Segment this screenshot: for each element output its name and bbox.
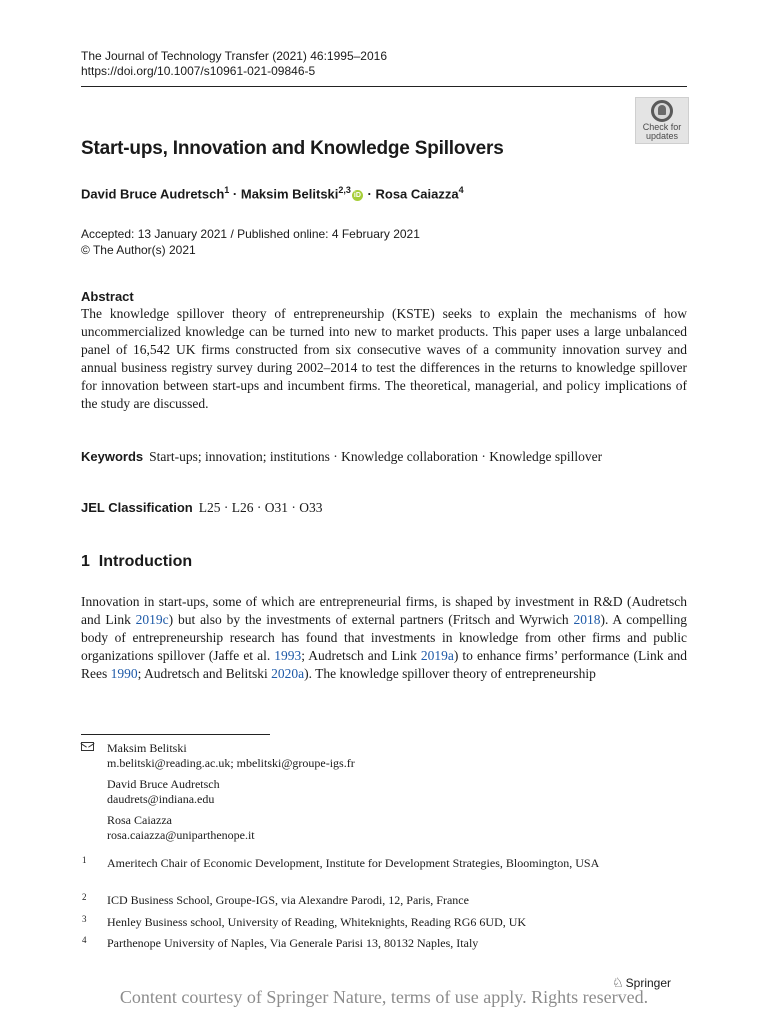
doi-link[interactable]: https://doi.org/10.1007/s10961-021-09846-5 xyxy=(81,64,316,78)
intro-text: ). A compelling body of entrepreneurship research has found that investments in knowledge from other firms and public organizations spillover (Jaffe et al. xyxy=(81,612,687,663)
affiliation-number: 3 xyxy=(82,914,87,924)
affiliation-text: Henley Business school, University of Reading, Whiteknights, Reading RG6 6UD, UK xyxy=(107,915,527,929)
intro-text: ; Audretsch and Belitski xyxy=(137,666,272,681)
jel-classification xyxy=(81,500,322,516)
orcid-icon[interactable]: iD xyxy=(353,192,361,200)
author-2-sup: 2,3 xyxy=(338,185,351,195)
author-separator: · xyxy=(229,186,241,202)
publication-dates xyxy=(81,226,420,258)
contact-name: Maksim Belitski xyxy=(107,741,187,755)
affiliation-text: ICD Business School, Groupe-IGS, via Alexandre Parodi, 12, Paris, France xyxy=(107,893,469,907)
header-rule xyxy=(81,86,687,87)
citation-link[interactable]: 2018 xyxy=(573,612,601,627)
keywords-text: Start-ups; innovation; institutions · Knowledge collaboration · Knowledge spillover xyxy=(149,449,603,464)
author-separator: · xyxy=(363,186,376,202)
check-for-updates-badge[interactable] xyxy=(635,97,689,144)
section-title: Introduction xyxy=(98,553,193,570)
intro-text: ) to enhance firms’ performance (Link and Rees xyxy=(81,648,687,681)
contact-email[interactable]: rosa.caiazza@uniparthenope.it xyxy=(107,828,255,842)
publisher-name: Springer xyxy=(625,976,672,990)
dates-line: Accepted: 13 January 2021 / Published online: 4 February 2021 xyxy=(81,227,420,241)
author-3-sup: 4 xyxy=(458,185,464,195)
citation-link[interactable]: 1993 xyxy=(274,648,302,663)
intro-text: ; Audretsch and Link xyxy=(301,648,421,663)
jel-text: L25 · L26 · O31 · O33 xyxy=(198,500,323,515)
citation-link[interactable]: 2019a xyxy=(420,648,454,663)
intro-text: ). The knowledge spillover theory of entrepreneurship xyxy=(304,666,596,681)
author-1: David Bruce Audretsch xyxy=(81,186,225,202)
envelope-icon xyxy=(81,742,94,751)
footnote-rule xyxy=(81,734,270,735)
affiliation-text: Ameritech Chair of Economic Development, Institute for Development Strategies, Bloomington, USA xyxy=(107,856,600,870)
author-2: Maksim Belitski xyxy=(240,186,339,202)
copyright-line: © The Author(s) 2021 xyxy=(81,243,196,257)
contact-block xyxy=(107,813,255,843)
intro-paragraph xyxy=(81,593,687,683)
contact-email[interactable]: m.belitski@reading.ac.uk; mbelitski@groupe-igs.fr xyxy=(107,756,355,770)
contact-block xyxy=(107,741,355,771)
jel-label: JEL Classification xyxy=(81,500,193,515)
section-heading xyxy=(81,553,192,571)
affiliation-number: 4 xyxy=(82,935,87,945)
intro-text: Innovation in start-ups, some of which are entrepreneurial firms, is shaped by investment in R&D (Audretsch and Link xyxy=(81,594,687,627)
author-3: Rosa Caiazza xyxy=(375,186,459,202)
affiliation-number: 1 xyxy=(82,855,87,865)
citation-link[interactable]: 2019c xyxy=(135,612,169,627)
journal-header xyxy=(81,49,387,79)
contact-name: Rosa Caiazza xyxy=(107,813,172,827)
intro-text: ) but also by the investments of external partners (Fritsch and Wyrwich xyxy=(168,612,574,627)
journal-citation: The Journal of Technology Transfer (2021) 46:1995–2016 xyxy=(81,49,387,63)
affiliation-text: Parthenope University of Naples, Via Generale Parisi 13, 80132 Naples, Italy xyxy=(107,936,479,950)
section-number: 1 xyxy=(81,553,90,570)
citation-link[interactable]: 1990 xyxy=(110,666,138,681)
badge-line2: updates xyxy=(645,131,679,141)
check-updates-icon xyxy=(651,100,673,122)
keywords xyxy=(81,448,687,466)
affiliation-number: 2 xyxy=(82,892,87,902)
badge-line1: Check for xyxy=(642,122,682,132)
contact-block xyxy=(107,777,220,807)
contact-email[interactable]: daudrets@indiana.edu xyxy=(107,792,215,806)
paper-title: Start-ups, Innovation and Knowledge Spillovers xyxy=(81,138,504,159)
springer-horse-icon: ♘ xyxy=(612,975,624,990)
abstract-heading: Abstract xyxy=(81,289,134,304)
citation-link[interactable]: 2020a xyxy=(271,666,305,681)
keywords-label: Keywords xyxy=(81,449,144,464)
author-1-sup: 1 xyxy=(224,185,230,195)
watermark: Content courtesy of Springer Nature, terms of use apply. Rights reserved. xyxy=(119,987,649,1007)
author-list xyxy=(81,185,464,201)
contact-name: David Bruce Audretsch xyxy=(107,777,220,791)
abstract-text: The knowledge spillover theory of entrepreneurship (KSTE) seeks to explain the mechanisms of how uncommercialized knowledge can be turned into new to market products. This paper uses a large unbalanced panel of 16,542 UK firms constructed from six consecutive waves of a community innovation survey and annual business registry survey during 2002–2014 to test the differences in the returns to knowledge spillover for innovation between start-ups and incumbent firms. The theoretical, managerial, and policy implications of the study are discussed. xyxy=(81,306,687,411)
